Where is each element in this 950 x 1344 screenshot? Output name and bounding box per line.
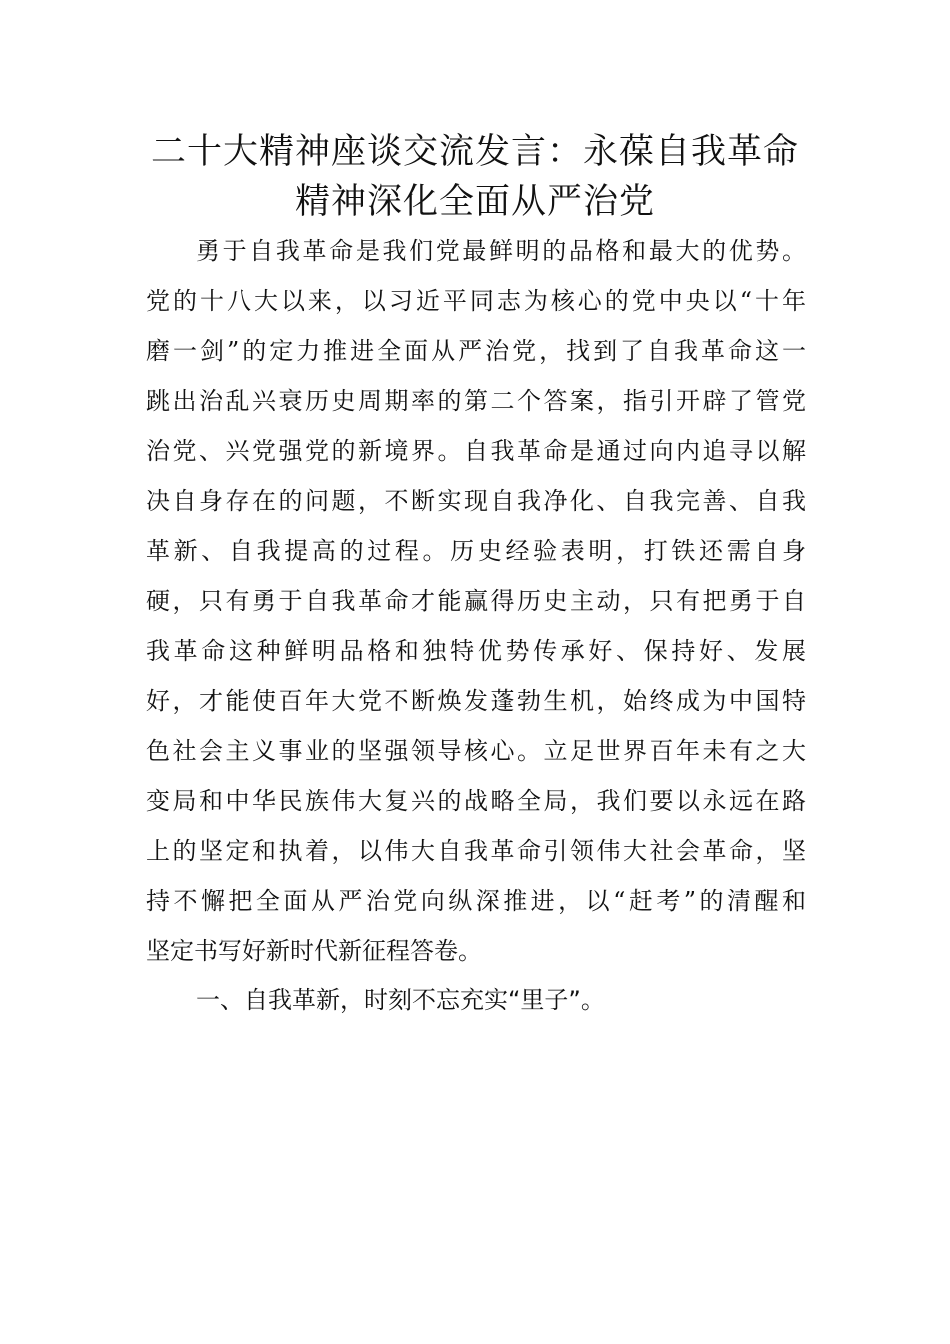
paragraph-line: 决自身存在的问题，不断实现自我净化、自我完善、自我 [146,487,806,515]
paragraph-line: 党的十八大以来，以习近平同志为核心的党中央以“十年 [146,287,806,315]
document-title-line-2: 精神深化全面从严治党 [294,182,655,222]
paragraph-line: 变局和中华民族伟大复兴的战略全局，我们要以永远在路 [146,787,806,815]
paragraph-line: 治党、兴党强党的新境界。自我革命是通过向内追寻以解 [146,437,806,465]
paragraph-line: 上的坚定和执着，以伟大自我革命引领伟大社会革命，坚 [146,837,806,865]
paragraph-line: 革新、自我提高的过程。历史经验表明，打铁还需自身 [146,537,806,565]
paragraph-line: 坚定书写好新时代新征程答卷。 [146,937,482,965]
paragraph-line: 跳出治乱兴衰历史周期率的第二个答案，指引开辟了管党 [146,387,806,415]
paragraph-line: 色社会主义事业的坚强领导核心。立足世界百年未有之大 [146,737,806,765]
paragraph-line: 好，才能使百年大党不断焕发蓬勃生机，始终成为中国特 [146,687,806,715]
paragraph-line: 硬，只有勇于自我革命才能赢得历史主动，只有把勇于自 [146,587,806,615]
paragraph-line: 我革命这种鲜明品格和独特优势传承好、保持好、发展 [146,637,806,665]
paragraph-line: 磨一剑”的定力推进全面从严治党，找到了自我革命这一 [146,337,806,365]
section-heading: 一、自我革新，时刻不忘充实“里子”。 [196,986,605,1014]
document-title-line-1: 二十大精神座谈交流发言：永葆自我革命 [150,132,799,172]
paragraph-line: 持不懈把全面从严治党向纵深推进，以“赶考”的清醒和 [146,887,806,915]
paragraph-line: 勇于自我革命是我们党最鲜明的品格和最大的优势。 [196,237,806,265]
